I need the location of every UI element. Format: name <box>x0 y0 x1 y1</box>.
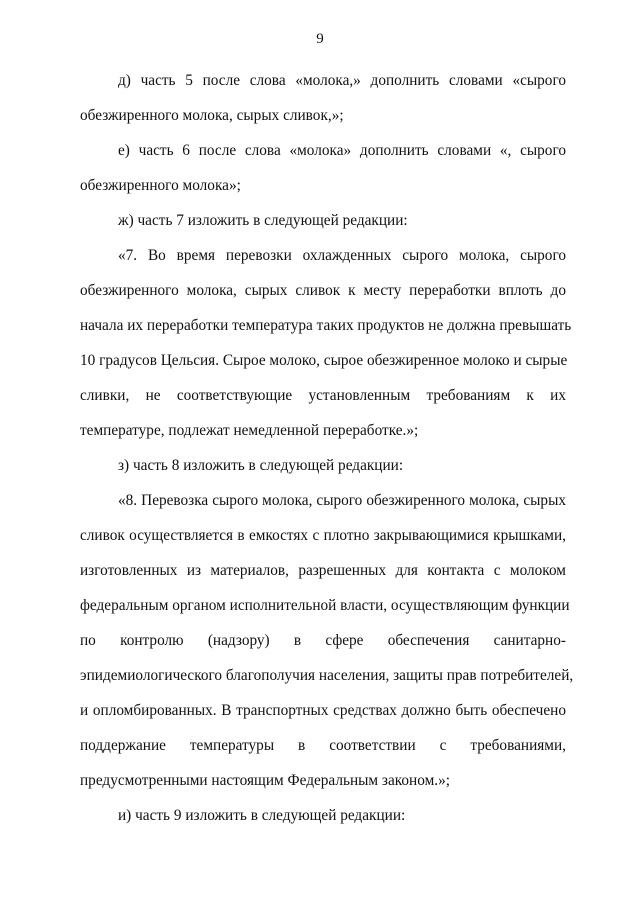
text-line: «8. Перевозка сырого молока, сырого обезжиренного молока, сырых <box>118 492 566 509</box>
text-line: предусмотренными настоящим Федеральным законом.»; <box>80 772 451 789</box>
text-line: и) часть 9 изложить в следующей редакции: <box>118 807 406 824</box>
text-line: обезжиренного молока, сырых сливок к месту переработки вплоть до <box>80 282 566 299</box>
text-line: сливок осуществляется в емкостях с плотно закрывающимися крышками, <box>80 527 566 544</box>
text-line: сливки, не соответствующие установленным требованиям к их <box>80 387 566 404</box>
text-line: поддержание температуры в соответствии с требованиями, <box>80 737 566 754</box>
text-line: температуре, подлежат немедленной переработке.»; <box>80 422 419 439</box>
text-line: и опломбированных. В транспортных средствах должно быть обеспечено <box>80 702 566 719</box>
text-line: обезжиренного молока, сырых сливок,»; <box>80 107 344 124</box>
text-line: обезжиренного молока»; <box>80 177 241 194</box>
text-line: ж) часть 7 изложить в следующей редакции: <box>118 212 408 229</box>
text-line: эпидемиологического благополучия населения, защиты прав потребителей, <box>80 667 574 684</box>
text-line: «7. Во время перевозки охлажденных сырого молока, сырого <box>118 247 566 264</box>
text-line: д) часть 5 после слова «молока,» дополнить словами «сырого <box>118 72 566 89</box>
text-line: 10 градусов Цельсия. Сырое молоко, сырое обезжиренное молоко и сырые <box>80 352 568 369</box>
text-line: по контролю (надзору) в сфере обеспечения санитарно- <box>80 632 566 649</box>
text-line: начала их переработки температура таких продуктов не должна превышать <box>80 317 572 334</box>
page-number: 9 <box>316 31 324 47</box>
text-line: з) часть 8 изложить в следующей редакции: <box>118 457 404 474</box>
text-line: изготовленных из материалов, разрешенных для контакта с молоком <box>80 562 566 579</box>
text-line: е) часть 6 после слова «молока» дополнить словами «, сырого <box>118 142 566 159</box>
text-line: федеральным органом исполнительной власти, осуществляющим функции <box>80 597 570 614</box>
